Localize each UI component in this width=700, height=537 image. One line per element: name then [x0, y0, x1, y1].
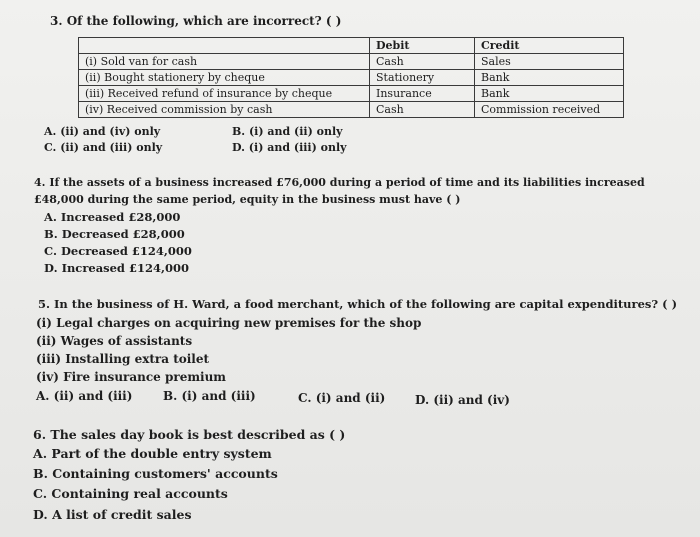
- q6-option-c: C. Containing real accounts: [33, 486, 228, 501]
- q4-option-b: B. Decreased £28,000: [44, 227, 185, 241]
- q3-heading: 3. Of the following, which are incorrect? ( ): [50, 14, 342, 28]
- table-cell: Bank: [475, 86, 624, 102]
- q6-option-d: D. A list of credit sales: [33, 507, 192, 522]
- q4-question-line1: 4. If the assets of a business increased £76,000 during a period of time and its liabilities increased: [34, 176, 645, 189]
- table-header-credit: Credit: [475, 38, 624, 54]
- q5-option-b: B. (i) and (iii): [163, 389, 256, 403]
- q6-option-a: A. Part of the double entry system: [33, 446, 272, 461]
- q5-item-iii: (iii) Installing extra toilet: [36, 352, 210, 366]
- table-cell: Bank: [475, 70, 624, 86]
- table-header-debit: Debit: [370, 38, 475, 54]
- q5-item-iv: (iv) Fire insurance premium: [36, 370, 227, 384]
- q4-option-d: D. Increased £124,000: [44, 261, 189, 275]
- table-cell: [79, 38, 370, 54]
- q5-option-d: D. (ii) and (iv): [415, 393, 510, 407]
- q5-option-a: A. (ii) and (iii): [36, 389, 133, 403]
- q5-item-i: (i) Legal charges on acquiring new premises for the shop: [36, 316, 422, 330]
- q5-option-c: C. (i) and (ii): [298, 391, 386, 405]
- q5-item-ii: (ii) Wages of assistants: [36, 334, 193, 348]
- table-row: [79, 54, 624, 70]
- table-cell: Sales: [475, 54, 624, 70]
- table-row: [79, 86, 624, 102]
- table-cell: Commission received: [475, 102, 624, 118]
- table-cell: Cash: [370, 102, 475, 118]
- q3-option-b: B. (i) and (ii) only: [232, 125, 343, 138]
- table-cell: Cash: [370, 54, 475, 70]
- table-header-row: [79, 38, 624, 54]
- table-cell: (i) Sold van for cash: [79, 54, 370, 70]
- q6-option-b: B. Containing customers' accounts: [33, 466, 278, 481]
- table-cell: (iv) Received commission by cash: [79, 102, 370, 118]
- q6-question-line1: 6. The sales day book is best described as ( ): [33, 427, 346, 442]
- q3-option-d: D. (i) and (iii) only: [232, 141, 347, 154]
- q3-option-c: C. (ii) and (iii) only: [44, 141, 163, 154]
- q3-table: [78, 37, 624, 118]
- q4-option-a: A. Increased £28,000: [44, 210, 181, 224]
- q4-question-line2: £48,000 during the same period, equity in the business must have ( ): [34, 193, 461, 206]
- q3-option-a: A. (ii) and (iv) only: [44, 125, 161, 138]
- table-cell: (ii) Bought stationery by cheque: [79, 70, 370, 86]
- q4-option-c: C. Decreased £124,000: [44, 244, 192, 258]
- table-cell: Insurance: [370, 86, 475, 102]
- table-row: [79, 102, 624, 118]
- table-row: [79, 70, 624, 86]
- q5-question-line1: 5. In the business of H. Ward, a food merchant, which of the following are capital expenditures? ( ): [38, 297, 678, 311]
- table-cell: Stationery: [370, 70, 475, 86]
- table-cell: (iii) Received refund of insurance by cheque: [79, 86, 370, 102]
